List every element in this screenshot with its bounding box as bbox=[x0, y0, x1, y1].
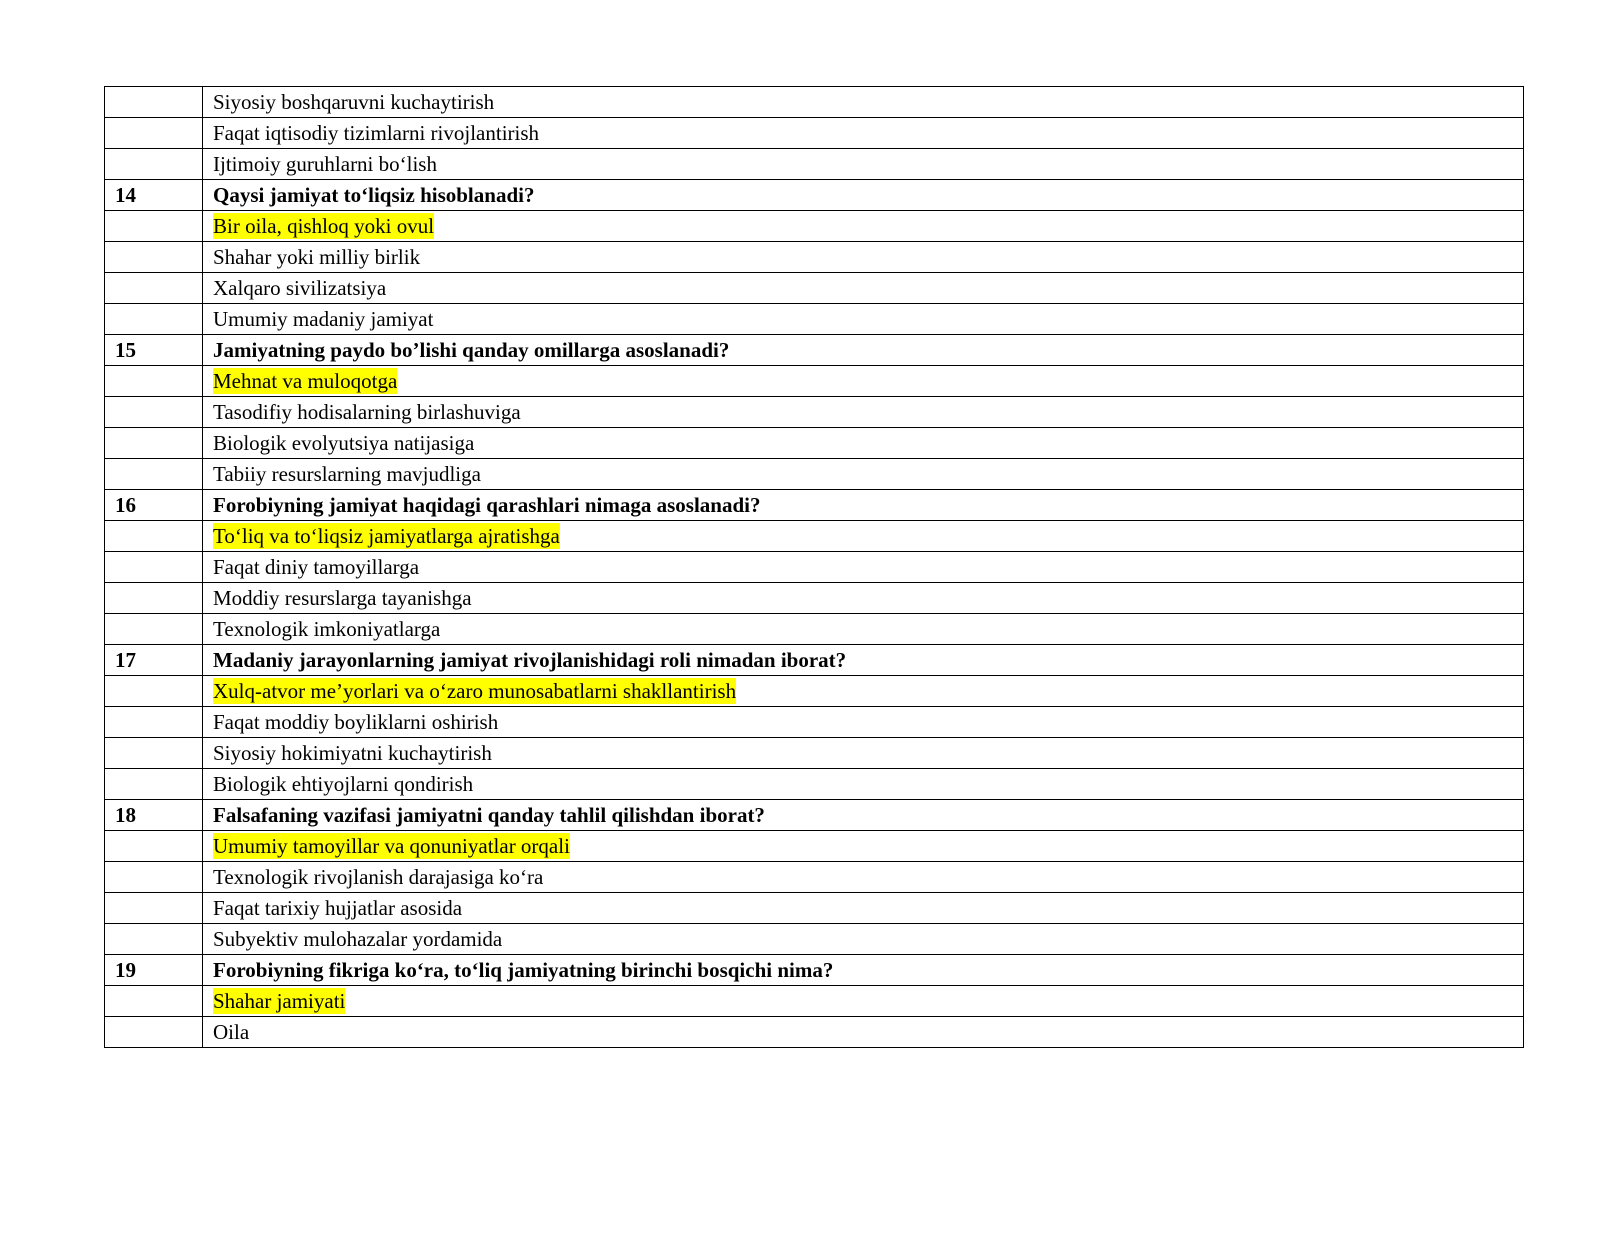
answer-option-row bbox=[105, 707, 1524, 738]
question-text-cell bbox=[203, 490, 1524, 521]
answer-option-text: Tasodifiy hodisalarning birlashuviga bbox=[213, 400, 521, 424]
question-row bbox=[105, 335, 1524, 366]
answer-option-cell bbox=[203, 242, 1524, 273]
question-number-cell bbox=[105, 304, 203, 335]
question-number-cell bbox=[105, 459, 203, 490]
answer-option-row bbox=[105, 273, 1524, 304]
answer-option-cell bbox=[203, 428, 1524, 459]
answer-option-text: Faqat diniy tamoyillarga bbox=[213, 555, 420, 579]
question-number-cell bbox=[105, 211, 203, 242]
answer-option-cell bbox=[203, 862, 1524, 893]
answer-option-cell bbox=[203, 459, 1524, 490]
answer-option-text: Shahar yoki milliy birlik bbox=[213, 245, 421, 269]
question-number-cell bbox=[105, 552, 203, 583]
answer-option-row bbox=[105, 242, 1524, 273]
answer-option-text: Faqat moddiy boyliklarni oshirish bbox=[213, 710, 499, 734]
question-number-cell bbox=[105, 149, 203, 180]
question-number-cell bbox=[105, 707, 203, 738]
question-number-cell bbox=[105, 986, 203, 1017]
question-number-cell bbox=[105, 521, 203, 552]
answer-option-row bbox=[105, 831, 1524, 862]
correct-answer-text: Shahar jamiyati bbox=[213, 989, 346, 1013]
answer-option-cell bbox=[203, 831, 1524, 862]
answer-option-text: Texnologik rivojlanish darajasiga ko‘ra bbox=[213, 865, 544, 889]
question-row bbox=[105, 645, 1524, 676]
question-number-cell bbox=[105, 273, 203, 304]
question-number-cell bbox=[105, 428, 203, 459]
question-text: Qaysi jamiyat to‘liqsiz hisoblanadi? bbox=[213, 183, 535, 207]
question-number-cell bbox=[105, 87, 203, 118]
answer-option-cell bbox=[203, 924, 1524, 955]
answer-option-cell bbox=[203, 738, 1524, 769]
question-number-cell bbox=[105, 924, 203, 955]
question-number-cell bbox=[105, 1017, 203, 1048]
question-row bbox=[105, 800, 1524, 831]
answer-option-row bbox=[105, 521, 1524, 552]
answer-option-row bbox=[105, 459, 1524, 490]
correct-answer-text: Mehnat va muloqotga bbox=[213, 369, 398, 393]
answer-option-text: Siyosiy hokimiyatni kuchaytirish bbox=[213, 741, 492, 765]
question-number-cell bbox=[105, 676, 203, 707]
question-number-cell: 16 bbox=[105, 490, 203, 521]
question-number-cell bbox=[105, 738, 203, 769]
question-number-cell: 17 bbox=[105, 645, 203, 676]
question-text-cell bbox=[203, 645, 1524, 676]
answer-option-cell bbox=[203, 552, 1524, 583]
answer-option-row bbox=[105, 862, 1524, 893]
answer-option-row bbox=[105, 87, 1524, 118]
question-number-cell bbox=[105, 118, 203, 149]
answer-option-row bbox=[105, 769, 1524, 800]
answer-option-row bbox=[105, 676, 1524, 707]
answer-option-text: Subyektiv mulohazalar yordamida bbox=[213, 927, 503, 951]
answer-option-cell bbox=[203, 676, 1524, 707]
correct-answer-text: Umumiy tamoyillar va qonuniyatlar orqali bbox=[213, 834, 570, 858]
answer-option-cell bbox=[203, 366, 1524, 397]
correct-answer-text: To‘liq va to‘liqsiz jamiyatlarga ajratishga bbox=[213, 524, 560, 548]
answer-option-text: Tabiiy resurslarning mavjudliga bbox=[213, 462, 481, 486]
answer-option-row bbox=[105, 583, 1524, 614]
answer-option-cell bbox=[203, 1017, 1524, 1048]
question-row bbox=[105, 490, 1524, 521]
question-number-cell bbox=[105, 893, 203, 924]
answer-option-row bbox=[105, 118, 1524, 149]
question-text: Falsafaning vazifasi jamiyatni qanday tahlil qilishdan iborat? bbox=[213, 803, 765, 827]
answer-option-row bbox=[105, 366, 1524, 397]
question-text: Madaniy jarayonlarning jamiyat rivojlanishidagi roli nimadan iborat? bbox=[213, 648, 847, 672]
question-text-cell bbox=[203, 180, 1524, 211]
question-number-cell: 15 bbox=[105, 335, 203, 366]
correct-answer-text: Bir oila, qishloq yoki ovul bbox=[213, 214, 435, 238]
answer-option-cell bbox=[203, 87, 1524, 118]
answer-option-cell bbox=[203, 986, 1524, 1017]
answer-option-cell bbox=[203, 707, 1524, 738]
question-text-cell bbox=[203, 335, 1524, 366]
answer-option-row bbox=[105, 986, 1524, 1017]
question-number-cell: 14 bbox=[105, 180, 203, 211]
answer-option-text: Faqat tarixiy hujjatlar asosida bbox=[213, 896, 463, 920]
answer-option-cell bbox=[203, 583, 1524, 614]
question-number-cell: 18 bbox=[105, 800, 203, 831]
answer-option-row bbox=[105, 428, 1524, 459]
answer-option-cell bbox=[203, 118, 1524, 149]
answer-option-cell bbox=[203, 893, 1524, 924]
answer-option-text: Texnologik imkoniyatlarga bbox=[213, 617, 441, 641]
answer-option-text: Oila bbox=[213, 1020, 250, 1044]
answer-option-text: Xalqaro sivilizatsiya bbox=[213, 276, 387, 300]
question-number-cell bbox=[105, 769, 203, 800]
answer-option-cell bbox=[203, 521, 1524, 552]
question-text-cell bbox=[203, 800, 1524, 831]
question-number-cell bbox=[105, 583, 203, 614]
answer-option-row bbox=[105, 304, 1524, 335]
answer-option-row bbox=[105, 924, 1524, 955]
question-number-cell: 19 bbox=[105, 955, 203, 986]
answer-option-row bbox=[105, 1017, 1524, 1048]
answer-option-text: Biologik ehtiyojlarni qondirish bbox=[213, 772, 474, 796]
answer-option-cell bbox=[203, 614, 1524, 645]
question-text: Forobiyning fikriga ko‘ra, to‘liq jamiyatning birinchi bosqichi nima? bbox=[213, 958, 834, 982]
answer-option-text: Siyosiy boshqaruvni kuchaytirish bbox=[213, 90, 495, 114]
answer-option-text: Moddiy resurslarga tayanishga bbox=[213, 586, 472, 610]
question-text-cell bbox=[203, 955, 1524, 986]
answer-option-row bbox=[105, 211, 1524, 242]
answer-option-cell bbox=[203, 397, 1524, 428]
question-text: Forobiyning jamiyat haqidagi qarashlari nimaga asoslanadi? bbox=[213, 493, 761, 517]
answer-option-cell bbox=[203, 273, 1524, 304]
answer-option-cell bbox=[203, 211, 1524, 242]
question-table bbox=[104, 86, 1524, 1048]
answer-option-text: Umumiy madaniy jamiyat bbox=[213, 307, 434, 331]
correct-answer-text: Xulq-atvor me’yorlari va o‘zaro munosabatlarni shakllantirish bbox=[213, 679, 737, 703]
answer-option-row bbox=[105, 893, 1524, 924]
answer-option-row bbox=[105, 738, 1524, 769]
question-row bbox=[105, 955, 1524, 986]
answer-option-row bbox=[105, 149, 1524, 180]
question-number-cell bbox=[105, 614, 203, 645]
answer-option-cell bbox=[203, 149, 1524, 180]
question-table-body bbox=[105, 87, 1524, 1048]
answer-option-text: Ijtimoiy guruhlarni bo‘lish bbox=[213, 152, 437, 176]
question-text: Jamiyatning paydo bo’lishi qanday omillarga asoslanadi? bbox=[213, 338, 730, 362]
answer-option-row bbox=[105, 552, 1524, 583]
answer-option-cell bbox=[203, 769, 1524, 800]
question-number-cell bbox=[105, 242, 203, 273]
question-number-cell bbox=[105, 831, 203, 862]
question-number-cell bbox=[105, 862, 203, 893]
answer-option-cell bbox=[203, 304, 1524, 335]
question-number-cell bbox=[105, 366, 203, 397]
question-row bbox=[105, 180, 1524, 211]
answer-option-row bbox=[105, 397, 1524, 428]
answer-option-text: Biologik evolyutsiya natijasiga bbox=[213, 431, 475, 455]
answer-option-row bbox=[105, 614, 1524, 645]
answer-option-text: Faqat iqtisodiy tizimlarni rivojlantirish bbox=[213, 121, 540, 145]
question-number-cell bbox=[105, 397, 203, 428]
